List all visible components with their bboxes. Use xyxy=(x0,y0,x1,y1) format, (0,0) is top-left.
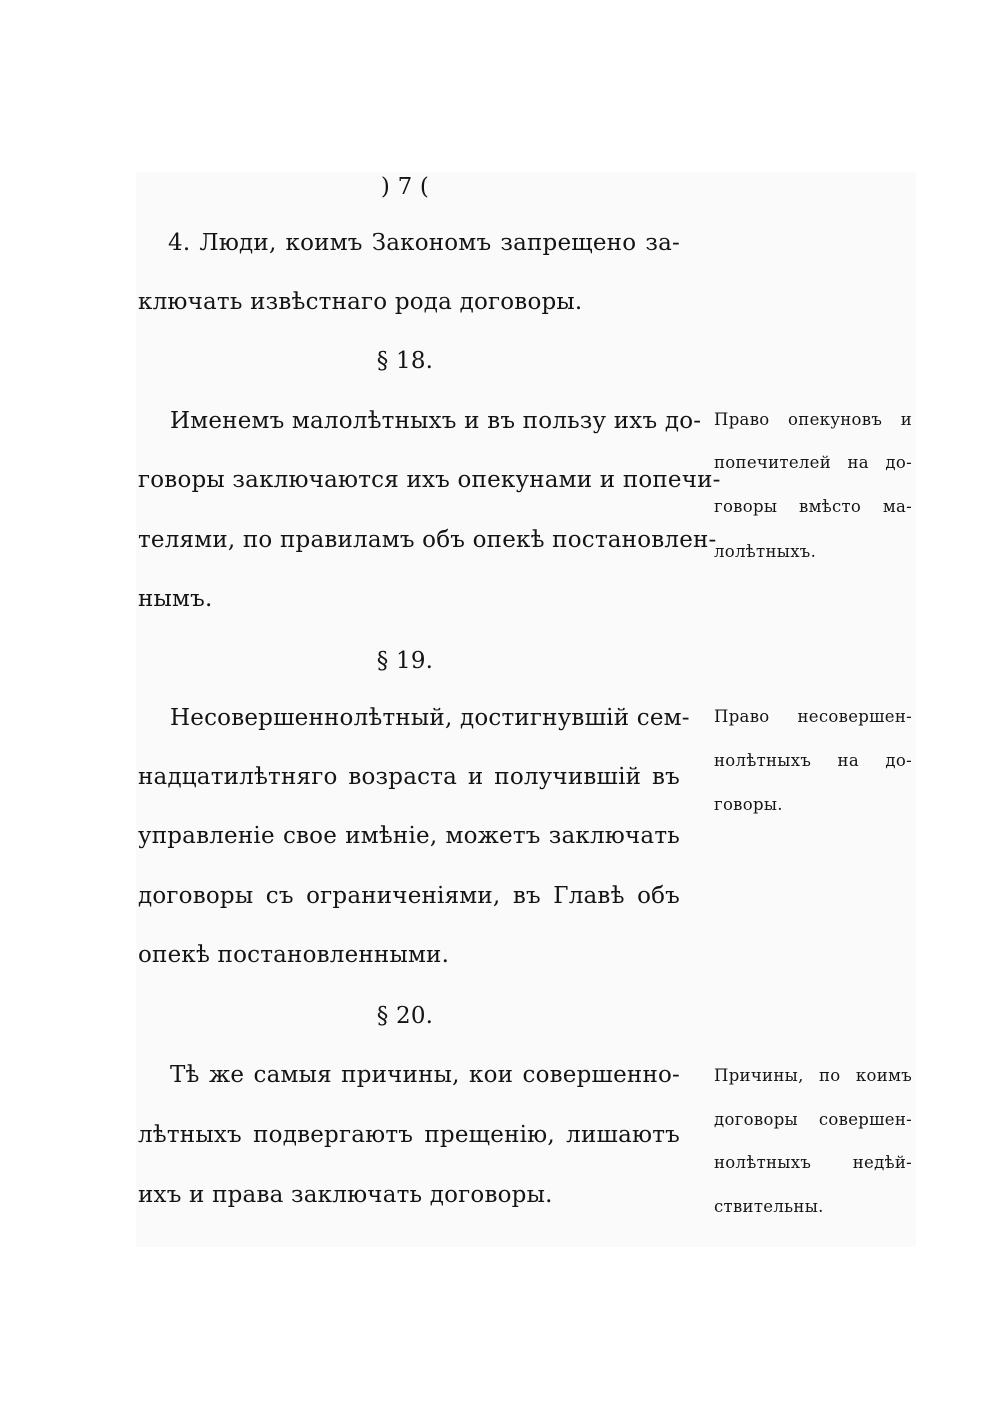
margin-note-line: договоры совершен- xyxy=(714,1110,912,1129)
paragraph-line: ихъ и права заключать договоры. xyxy=(138,1182,553,1208)
paragraph-line: говоры заключаются ихъ опекунами и попечи- xyxy=(138,467,721,493)
margin-note-line: Право опекуновъ и xyxy=(714,410,912,429)
paragraph-line: Несовершеннолѣтный, достигнувшій сем- xyxy=(170,705,690,731)
paragraph-line: телями, по правиламъ объ опекѣ постановлен- xyxy=(138,527,717,553)
paragraph-line: Именемъ малолѣтныхъ и въ пользу ихъ до- xyxy=(170,408,702,434)
paragraph-line: Тѣ же самыя причины, кои совершенно- xyxy=(170,1062,680,1088)
paragraph-line: договоры съ ограниченіями, въ Главѣ объ xyxy=(138,883,680,909)
section-heading-line: ключать извѣстнаго рода договоры. xyxy=(138,289,583,315)
margin-note-line: нолѣтныхъ на до- xyxy=(714,751,912,770)
paragraph-line: надцатилѣтняго возраста и получившій въ xyxy=(138,764,680,790)
page-number: ) 7 ( xyxy=(380,174,430,200)
margin-note-line: лолѣтныхъ. xyxy=(714,542,817,561)
section-mark-18: § 18. xyxy=(376,348,434,374)
margin-note-line: Право несовершен- xyxy=(714,707,912,726)
margin-note-line: Причины, по коимъ xyxy=(714,1066,912,1085)
paragraph-line: опекѣ постановленными. xyxy=(138,942,450,968)
section-mark-20: § 20. xyxy=(376,1003,434,1029)
section-mark-19: § 19. xyxy=(376,648,434,674)
paragraph-line: нымъ. xyxy=(138,586,213,612)
paragraph-line: управленіе свое имѣніе, можетъ заключать xyxy=(138,823,680,849)
margin-note-line: говоры. xyxy=(714,795,783,814)
margin-note-line: нолѣтныхъ недѣй- xyxy=(714,1153,912,1172)
margin-note-line: ствительны. xyxy=(714,1197,824,1216)
margin-note-line: говоры вмѣсто ма- xyxy=(714,497,912,516)
section-heading-line: 4. Люди, коимъ Закономъ запрещено за- xyxy=(168,230,680,256)
margin-note-line: попечителей на до- xyxy=(714,453,912,472)
paragraph-line: лѣтныхъ подвергаютъ прещенію, лишаютъ xyxy=(138,1122,680,1148)
